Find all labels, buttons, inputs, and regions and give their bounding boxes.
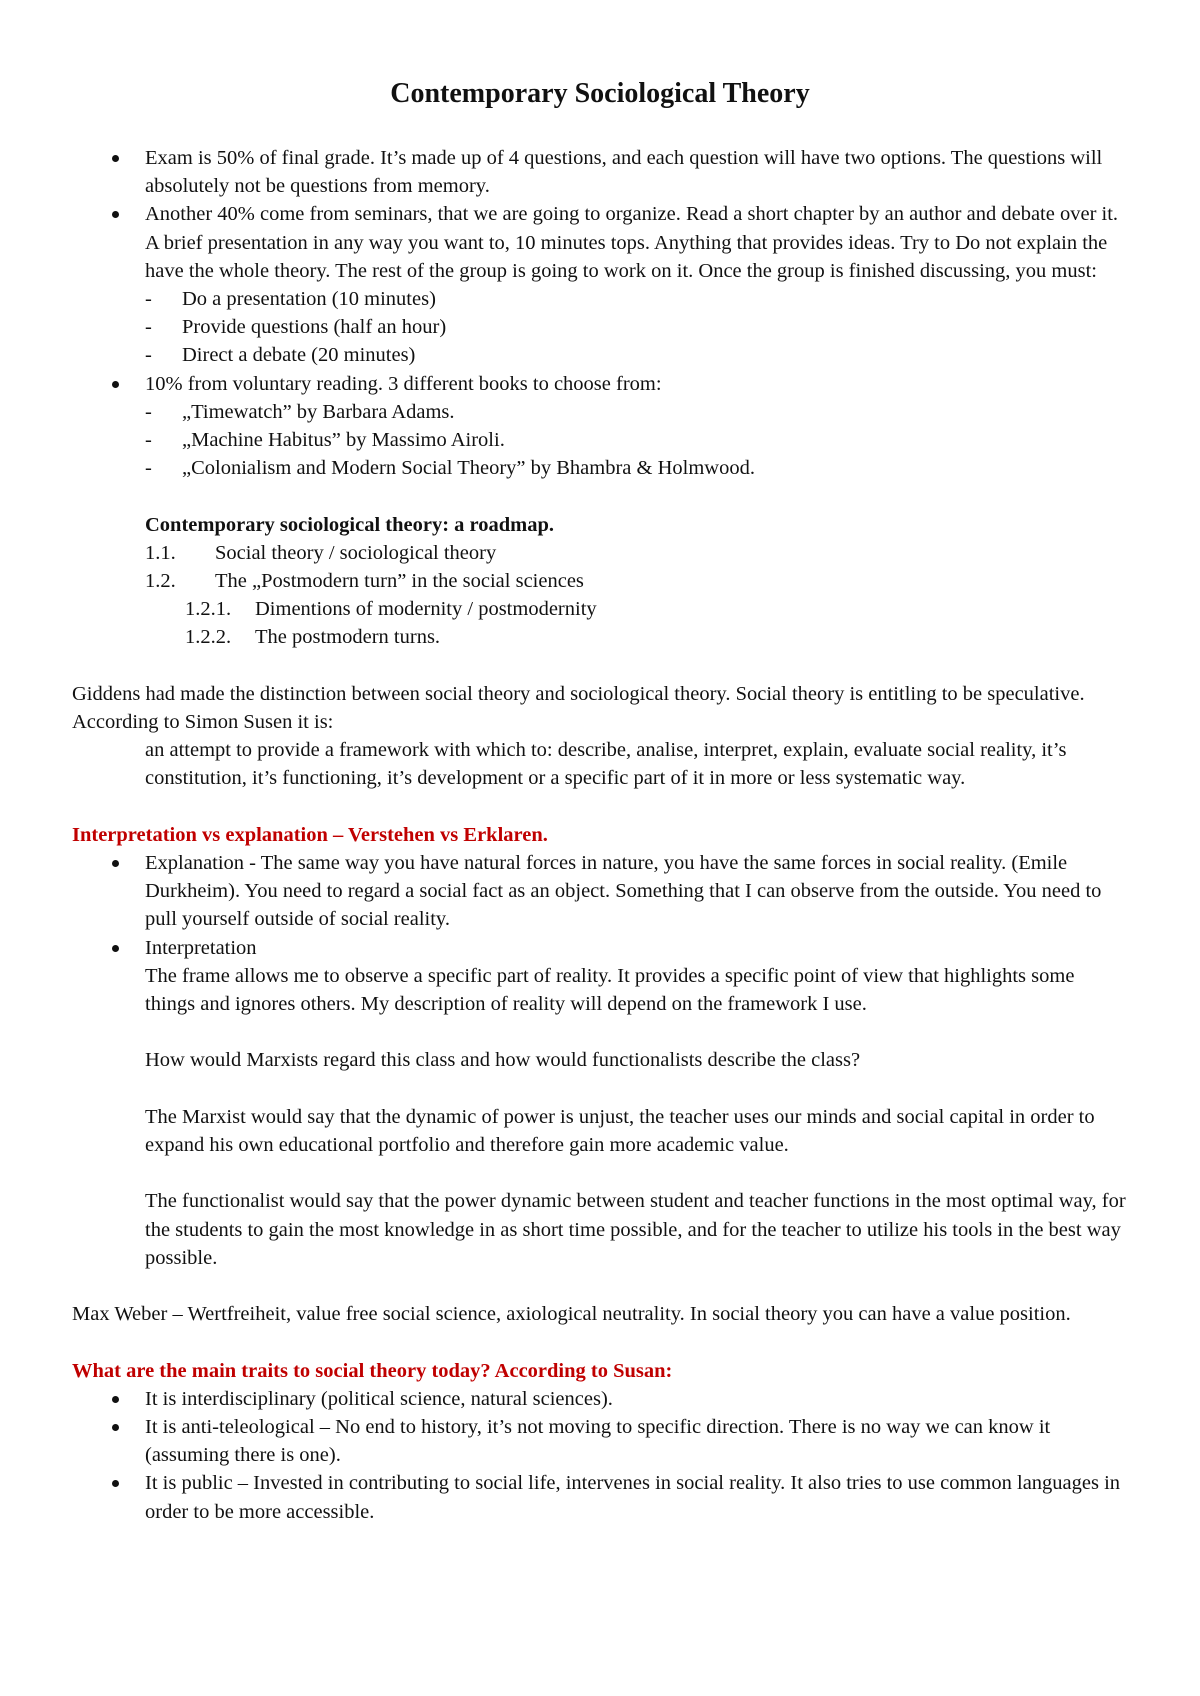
marxist-view: The Marxist would say that the dynamic of power is unjust, the teacher uses our minds and social capital in order to expand his own educational portfolio and therefore gain more academic value. — [145, 1105, 1095, 1157]
roadmap-item-text: Social theory / sociological theory — [215, 541, 497, 564]
class-question: How would Marxists regard this class and how would functionalists describe the class? — [145, 1049, 861, 1072]
roadmap-item — [72, 539, 1128, 567]
roadmap-item — [72, 567, 1128, 595]
trait-bullet: It is interdisciplinary (political science, natural sciences). — [72, 1385, 1128, 1413]
roadmap-subitem — [72, 595, 1128, 623]
book-item: - „Timewatch” by Barbara Adams. — [72, 398, 1128, 426]
roadmap-item-text: The „Postmodern turn” in the social sciences — [215, 570, 584, 593]
traits-heading: What are the main traits to social theory today? According to Susan: — [72, 1359, 673, 1382]
seminar-step: - Provide questions (half an hour) — [72, 313, 1128, 341]
roadmap-item-number: 1.1. — [145, 541, 176, 564]
seminar-step: - Do a presentation (10 minutes) — [72, 285, 1128, 313]
roadmap-heading: Contemporary sociological theory: a roadmap. — [145, 513, 554, 536]
trait-bullet: It is anti-teleological – No end to history, it’s not moving to specific direction. There is no way we can know it (assuming there is one). — [72, 1413, 1128, 1469]
interpretation-text: The frame allows me to observe a specific part of reality. It provides a specific point of view that highlights some things and ignores others. My description of reality will depend on the framework I use. — [145, 964, 1075, 1016]
bullet-interpretation: Interpretation — [72, 934, 1128, 962]
roadmap-subitem — [72, 623, 1128, 651]
susen-quote: an attempt to provide a framework with which to: describe, analise, interpret, explain, evaluate social reality, it’s constitution, it’s functioning, it’s development or a specific part of it in more or less systematic way. — [145, 739, 1067, 790]
interpretation-heading: Interpretation vs explanation – Verstehen vs Erklaren. — [72, 823, 548, 846]
book-item: - „Colonialism and Modern Social Theory” by Bhambra & Holmwood. — [72, 454, 1128, 482]
giddens-paragraph: Giddens had made the distinction between social theory and sociological theory. Social theory is entitling to be speculative. According to Simon Susen it is: — [72, 682, 1085, 734]
weber-paragraph: Max Weber – Wertfreiheit, value free social science, axiological neutrality. In social theory you can have a value position. — [72, 1303, 1071, 1326]
trait-bullet: It is public – Invested in contributing to social life, intervenes in social reality. It also tries to use common languages in order to be more accessible. — [72, 1469, 1128, 1525]
functionalist-view: The functionalist would say that the power dynamic between student and teacher functions in the most optimal way, for the students to gain the most knowledge in as short time possible, and for the teacher to utilize his tools in the best way possible. — [145, 1190, 1126, 1269]
roadmap-subitem-number: 1.2.1. — [185, 598, 232, 621]
bullet-exam: Exam is 50% of final grade. It’s made up of 4 questions, and each question will have two options. The questions will absolutely not be questions from memory. — [72, 144, 1128, 200]
seminar-step: - Direct a debate (20 minutes) — [72, 341, 1128, 369]
page-title: Contemporary Sociological Theory — [390, 78, 810, 109]
bullet-seminars: Another 40% come from seminars, that we are going to organize. Read a short chapter by an author and debate over it. A brief presentation in any way you want to, 10 minutes tops. Anything that provides ideas. Try to Do not explain the have the whole theory. The rest of the group is going to work on it. Once the group is finished discussing, you must: — [72, 200, 1128, 285]
roadmap-item-number: 1.2. — [145, 570, 176, 593]
roadmap-subitem-text: The postmodern turns. — [255, 626, 441, 649]
bullet-reading: 10% from voluntary reading. 3 different books to choose from: — [72, 370, 1128, 398]
roadmap-subitem-text: Dimentions of modernity / postmodernity — [255, 598, 597, 621]
roadmap-subitem-number: 1.2.2. — [185, 626, 232, 649]
bullet-explanation: Explanation - The same way you have natural forces in nature, you have the same forces in social reality. (Emile Durkheim). You need to regard a social fact as an object. Something that I can observe from the outside. You need to pull yourself outside of social reality. — [72, 849, 1128, 934]
book-item: - „Machine Habitus” by Massimo Airoli. — [72, 426, 1128, 454]
